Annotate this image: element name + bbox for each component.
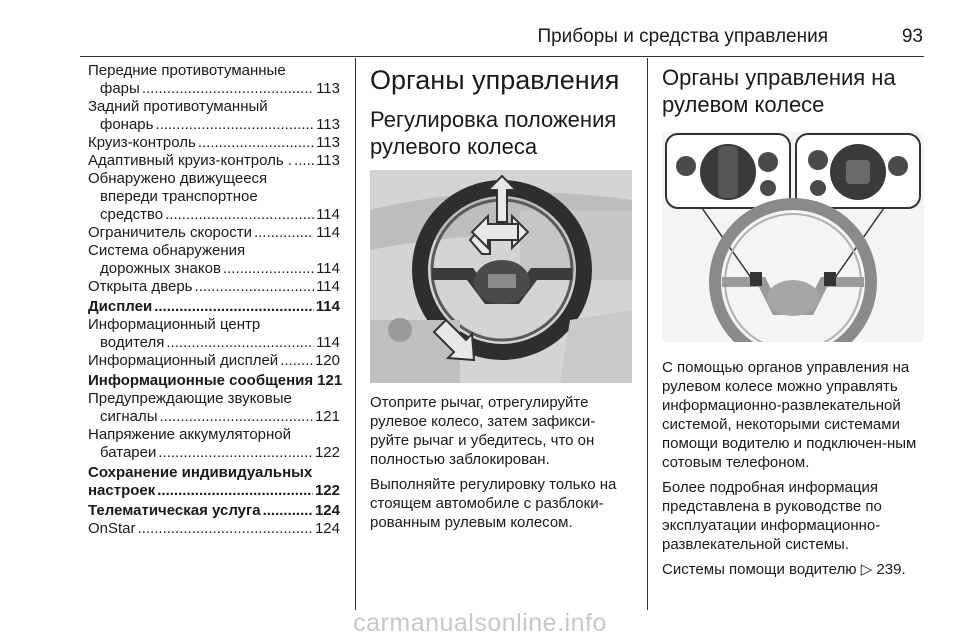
- toc-entry[interactable]: [88, 278, 340, 296]
- toc-entry-title: Круиз-контроль: [88, 134, 196, 151]
- toc-entry[interactable]: [88, 170, 340, 224]
- toc-entry[interactable]: [88, 134, 340, 152]
- toc-leader-dots: [223, 260, 314, 278]
- toc-entry[interactable]: [88, 502, 340, 520]
- toc-page-number[interactable]: 114: [316, 206, 340, 223]
- reference-text: Системы помощи водителю: [662, 561, 857, 578]
- paragraph: [662, 560, 926, 579]
- toc-leader-dots: [166, 334, 314, 352]
- reference-link[interactable]: 239.: [876, 561, 906, 578]
- toc-page-number[interactable]: 122: [314, 444, 340, 461]
- toc-entry-title: Дисплеи: [88, 298, 153, 315]
- toc-page-number[interactable]: 113: [316, 134, 340, 151]
- toc-entry[interactable]: [88, 426, 340, 462]
- toc-entry[interactable]: [88, 224, 340, 242]
- toc-page-number[interactable]: 113: [316, 80, 340, 97]
- subsection-heading: Органы управления на рулевом колесе: [662, 65, 896, 117]
- toc-entry-title: Передние противотуманные: [88, 62, 286, 79]
- toc-entry-title-cont: средство: [100, 206, 164, 223]
- toc-leader-dots: [160, 408, 313, 426]
- watermark: carmanualsonline.info: [353, 609, 607, 637]
- toc-entry[interactable]: [88, 464, 340, 500]
- page-number: 93: [901, 26, 923, 47]
- right-column: [662, 62, 926, 579]
- toc-leader-dots: [195, 278, 315, 296]
- steering-controls-figure: [662, 132, 924, 342]
- toc-page-number[interactable]: 114: [316, 334, 340, 351]
- toc-leader-dots: [138, 520, 313, 538]
- toc-entry-title-cont: фонарь: [100, 116, 154, 133]
- toc-leader-dots: [157, 482, 313, 500]
- toc-leader-dots: [155, 116, 314, 134]
- toc-entry[interactable]: [88, 242, 340, 278]
- toc-entry-title: Информационный центр: [88, 316, 261, 333]
- toc-leader-dots: [142, 80, 314, 98]
- toc-page-number[interactable]: 114: [316, 224, 340, 241]
- toc-page-number[interactable]: 122: [314, 482, 340, 499]
- toc-leader-dots: [263, 502, 313, 520]
- toc-leader-dots: [254, 224, 314, 242]
- paragraph: С помощью органов управления на рулевом колесе можно управлять информационно-развлекательной системой, некоторыми системами помощи водителю и подключен-ным сотовым телефоном.: [662, 359, 917, 471]
- column-divider: [647, 58, 648, 610]
- toc-entry-title: Сохранение индивидуальных: [88, 464, 313, 481]
- toc-page-number[interactable]: 121: [314, 408, 340, 425]
- toc-entry-title: Система обнаружения: [88, 242, 246, 259]
- toc-page-number[interactable]: 113: [316, 152, 340, 169]
- toc-leader-dots: [154, 298, 314, 316]
- toc-entry-title: Информационные сообщения: [88, 372, 314, 389]
- toc-page-number[interactable]: 114: [316, 278, 340, 295]
- toc-entry-title-cont: сигналы: [100, 408, 158, 425]
- toc-entry-title: Информационный дисплей: [88, 352, 279, 369]
- toc-entry[interactable]: [88, 62, 340, 98]
- toc-entry-title: Обнаружено движущееся: [88, 170, 268, 187]
- toc-page-number[interactable]: 121: [317, 372, 343, 389]
- toc-entry[interactable]: [88, 298, 340, 316]
- toc-entry[interactable]: [88, 352, 340, 370]
- toc-entry-title-cont: впереди транспортное: [100, 188, 258, 205]
- toc-entry-title: Адаптивный круиз-контроль .: [88, 152, 293, 169]
- toc-entry-title-cont: дорожных знаков: [100, 260, 221, 277]
- toc-page-number[interactable]: 114: [315, 298, 340, 315]
- toc-leader-dots: [158, 444, 313, 462]
- toc-entry[interactable]: [88, 316, 340, 352]
- toc-entry-title: Телематическая услуга: [88, 502, 261, 519]
- toc-entry-title: Ограничитель скорости: [88, 224, 252, 241]
- toc-entry[interactable]: [88, 372, 343, 390]
- toc-entry-title: OnStar: [88, 520, 136, 537]
- toc-entry-title: Открыта дверь: [88, 278, 193, 295]
- toc-page-number[interactable]: 113: [316, 116, 340, 133]
- steering-wheel-illustration: [370, 170, 632, 383]
- toc-entry-title-cont: батареи: [100, 444, 157, 461]
- toc-entry-title: Напряжение аккумуляторной: [88, 426, 292, 443]
- column-divider: [355, 58, 356, 610]
- paragraph: Отоприте рычаг, отрегулируйте рулевое колесо, затем зафикси-руйте рычаг и убедитесь, что он полностью заблокирован.: [370, 394, 596, 468]
- steering-controls-illustration: [662, 132, 924, 342]
- paragraph: Более подробная информация представлена в руководстве по эксплуатации информационно-развлекательной системы.: [662, 479, 882, 553]
- section-heading: Органы управления: [370, 65, 620, 95]
- toc-leader-dots: [294, 152, 314, 170]
- toc-entry[interactable]: [88, 520, 340, 538]
- toc-page-number[interactable]: 120: [314, 352, 340, 369]
- toc-page-number[interactable]: 124: [314, 502, 340, 519]
- toc-entry[interactable]: [88, 98, 340, 134]
- subsection-heading: Регулировка положения рулевого колеса: [370, 107, 617, 159]
- toc-entry-title-cont: настроек: [88, 482, 156, 499]
- page-header: [0, 0, 960, 58]
- header-title: Приборы и средства управления: [537, 26, 828, 47]
- triangle-ref-icon: ▷: [860, 561, 873, 578]
- toc-page-number[interactable]: 124: [314, 520, 340, 537]
- header-rule: [80, 56, 924, 57]
- toc-page-number[interactable]: 114: [316, 260, 340, 277]
- steering-adjust-figure: [370, 170, 632, 383]
- toc-leader-dots: [198, 134, 314, 152]
- toc-entry-title: Предупреждающие звуковые: [88, 390, 292, 407]
- toc-entry-title-cont: водителя: [100, 334, 165, 351]
- toc-leader-dots: [165, 206, 314, 224]
- middle-column: [370, 62, 632, 532]
- toc-entry[interactable]: [88, 152, 340, 170]
- toc-entry-title: Задний противотуманный: [88, 98, 268, 115]
- toc-entry[interactable]: [88, 390, 340, 426]
- toc-leader-dots: [280, 352, 313, 370]
- table-of-contents: [88, 62, 343, 538]
- toc-entry-title-cont: фары: [100, 80, 140, 97]
- paragraph: Выполняйте регулировку только на стоящем автомобиле с разблоки-рованным рулевым колесом.: [370, 476, 617, 531]
